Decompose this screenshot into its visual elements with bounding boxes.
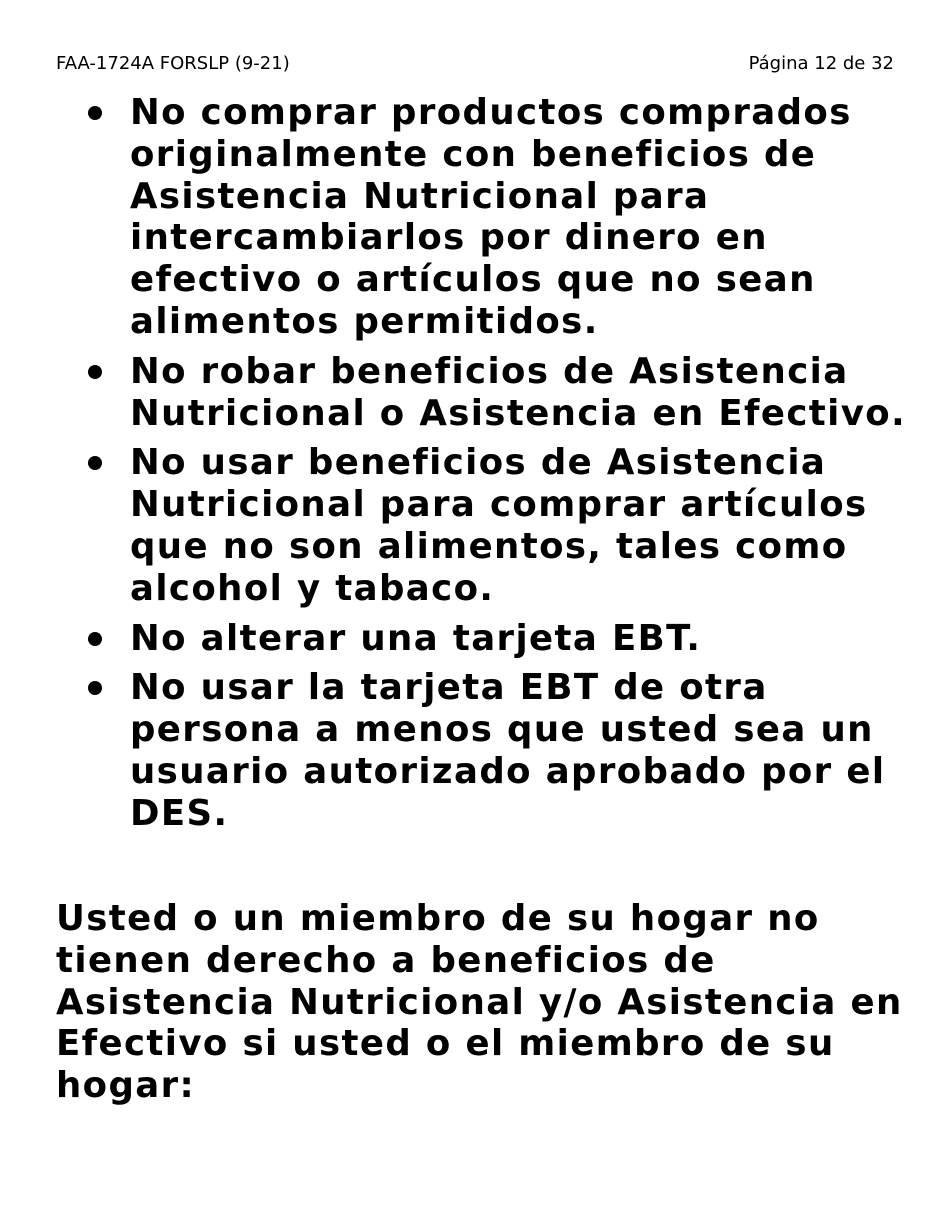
page-number: Página 12 de 32 (748, 53, 894, 74)
rule-text: No usar beneficios de Asistencia Nutricional para comprar artículos que no son alimentos, tales como alcohol y tabaco. (130, 442, 868, 609)
rule-text: No usar la tarjeta EBT de otra persona a menos que usted sea un usuario autorizado aprobado por el DES. (130, 667, 886, 834)
rule-text: No robar beneficios de Asistencia Nutricional o Asistencia en Efectivo. (130, 350, 906, 434)
rule-item-no-stealing (82, 351, 912, 435)
rule-item-no-using-others-card (82, 667, 912, 834)
bullet-icon (88, 681, 102, 695)
bullet-icon (88, 106, 102, 120)
rule-text: No comprar productos comprados originalmente con beneficios de Asistencia Nutricional para intercambiarlos por dinero en efectivo o artículos que no sean alimentos permitidos. (130, 92, 852, 342)
rule-text: No alterar una tarjeta EBT. (130, 617, 702, 659)
bullet-icon (88, 365, 102, 379)
closing-paragraph: Usted o un miembro de su hogar no tienen derecho a beneficios de Asistencia Nutricional y/o Asistencia en Efectivo si usted o el miembro de su hogar: (56, 898, 903, 1107)
rule-item-no-non-food-purchases (82, 442, 912, 609)
form-id: FAA-1724A FORSLP (9-21) (56, 53, 290, 74)
bullet-icon (88, 632, 102, 646)
page-header (56, 52, 894, 76)
rule-item-no-trade-benefits (82, 92, 912, 343)
bullet-icon (88, 456, 102, 470)
rules-list (82, 92, 912, 843)
rule-item-no-altering-card (82, 618, 912, 660)
